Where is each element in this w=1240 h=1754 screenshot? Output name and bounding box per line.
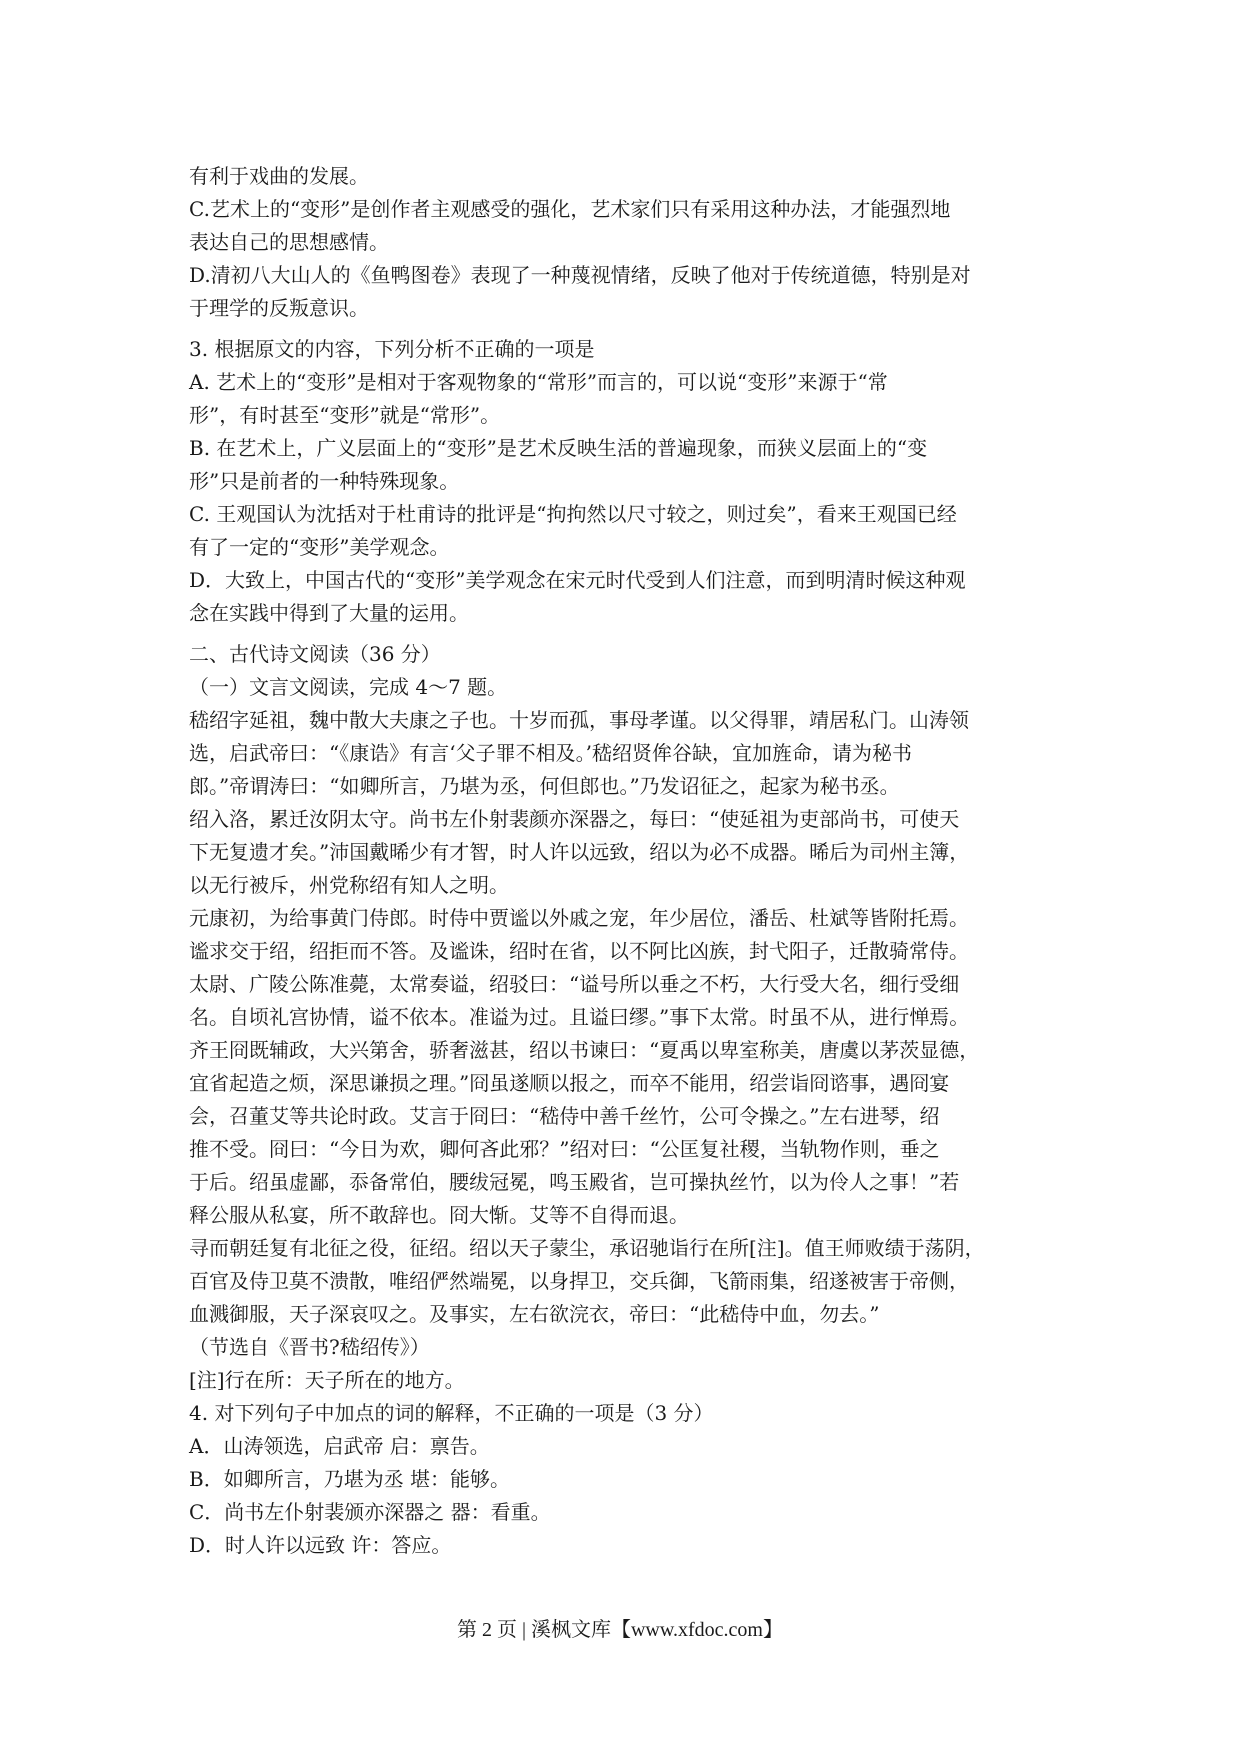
text-line: 形”，有时甚至“变形”就是“常形”。 [189, 403, 501, 427]
option-c-line: C. 王观国认为沈括对于杜甫诗的批评是“拘拘然以尺寸较之，则过矣”，看来王观国已经 [189, 502, 957, 526]
question-3-stem: 3. 根据原文的内容，下列分析不正确的一项是 [189, 337, 595, 361]
passage-line: 嵇绍字延祖，魏中散大夫康之子也。十岁而孤，事母孝谨。以父得罪，靖居私门。山涛领 [189, 708, 969, 732]
question-4-stem: 4. 对下列句子中加点的词的解释，不正确的一项是（3 分） [189, 1401, 714, 1425]
passage-line: 绍入洛，累迁汝阴太守。尚书左仆射裴颜亦深器之，每曰：“使延祖为吏部尚书，可使天 [189, 807, 960, 831]
option-d-line: D.清初八大山人的《鱼鸭图卷》表现了一种蔑视情绪，反映了他对于传统道德，特别是对 [189, 263, 971, 287]
question-3 [189, 333, 1069, 630]
passage-line: 于后。绍虽虚鄙，忝备常伯，腰绂冠冕，鸣玉殿省，岂可操执丝竹，以为伶人之事！”若 [189, 1170, 960, 1194]
text-line: 于理学的反叛意识。 [189, 296, 369, 320]
option-b-line: B. 在艺术上，广义层面上的“变形”是艺术反映生活的普遍现象，而狭义层面上的“变 [189, 436, 928, 460]
passage-line: 选，启武帝曰：“《康诰》有言‘父子罪不相及。’嵇绍贤侔谷缺，宜加旌命，请为秘书 [189, 741, 912, 765]
passage-line: 血溅御服，天子深哀叹之。及事实，左右欲浣衣，帝曰：“此嵇侍中血，勿去。” [189, 1302, 880, 1326]
passage-line: 郎。”帝谓涛曰：“如卿所言，乃堪为丞，何但郎也。”乃发诏征之，起家为秘书丞。 [189, 774, 900, 798]
passage-line: 名。自顷礼宫协情，谥不依本。准谥为过。且谥曰缪。”事下太常。时虽不从，进行惮焉。 [189, 1005, 970, 1029]
passage-source: （节选自《晋书?嵇绍传》） [189, 1335, 430, 1359]
passage-line: 以无行被斥，州党称绍有知人之明。 [189, 873, 509, 897]
passage-line: 太尉、广陵公陈准薨，太常奏谥，绍驳曰：“谥号所以垂之不朽，大行受大名，细行受细 [189, 972, 960, 996]
passage-line: 推不受。冏曰：“今日为欢，卿何吝此邪？”绍对曰：“公匡复社稷，当轨物作则，垂之 [189, 1137, 940, 1161]
passage-line: 宜省起造之烦，深思谦损之理。”冏虽遂顺以报之，而卒不能用，绍尝诣冏谘事，遇冏宴 [189, 1071, 950, 1095]
section-heading: 二、古代诗文阅读（36 分） [189, 642, 441, 666]
page-content [189, 160, 1069, 1562]
option-b-line: B．如卿所言，乃堪为丞 堪：能够。 [189, 1467, 511, 1491]
passage-note: [注]行在所：天子所在的地方。 [189, 1368, 465, 1392]
option-a-line: A．山涛领选，启武帝 启：禀告。 [189, 1434, 490, 1458]
passage-line: 元康初，为给事黄门侍郎。时侍中贾谧以外戚之宠，年少居位，潘岳、杜斌等皆附托焉。 [189, 906, 969, 930]
option-d-line: D．大致上，中国古代的“变形”美学观念在宋元时代受到人们注意，而到明清时候这种观 [189, 568, 966, 592]
passage-line: 释公服从私宴，所不敢辞也。冏大惭。艾等不自得而退。 [189, 1203, 689, 1227]
option-c-line: C.艺术上的“变形”是创作者主观感受的强化，艺术家们只有采用这种办法，才能强烈地 [189, 197, 951, 221]
section-ancient-reading [189, 638, 1069, 1562]
option-a-line: A. 艺术上的“变形”是相对于客观物象的“常形”而言的，可以说“变形”来源于“常 [189, 370, 888, 394]
text-line: 表达自己的思想感情。 [189, 230, 389, 254]
passage-line: 百官及侍卫莫不溃散，唯绍俨然端冕，以身捍卫，交兵御，飞箭雨集，绍遂被害于帝侧， [189, 1269, 969, 1293]
passage-line: 会，召董艾等共论时政。艾言于冏曰：“嵇侍中善千丝竹，公可令操之。”左右进琴，绍 [189, 1104, 940, 1128]
text-line: 有利于戏曲的发展。 [189, 164, 369, 188]
page-footer: 第 2 页 | 溪枫文库【www.xfdoc.com】 [456, 1619, 783, 1641]
subsection-heading: （一）文言文阅读，完成 4～7 题。 [189, 675, 508, 699]
option-c-line: C．尚书左仆射裴颁亦深器之 器：看重。 [189, 1500, 551, 1524]
passage-line: 谧求交于绍，绍拒而不答。及谧诛，绍时在省，以不阿比凶族，封弋阳子，迁散骑常侍。 [189, 939, 969, 963]
text-line: 有了一定的“变形”美学观念。 [189, 535, 450, 559]
passage-line: 齐王冏既辅政，大兴第舍，骄奢滋甚，绍以书谏曰：“夏禹以卑室称美，唐虞以茅茨显德， [189, 1038, 980, 1062]
question-2-tail [189, 160, 1069, 325]
text-line: 念在实践中得到了大量的运用。 [189, 601, 469, 625]
option-d-line: D．时人许以远致 许：答应。 [189, 1533, 452, 1557]
text-line: 形”只是前者的一种特殊现象。 [189, 469, 460, 493]
passage-line: 下无复遗才矣。”沛国戴晞少有才智，时人许以远致，绍以为必不成器。晞后为司州主簿， [189, 840, 970, 864]
passage-line: 寻而朝廷复有北征之役，征绍。绍以天子蒙尘，承诏驰诣行在所[注]。值王师败绩于荡阴， [189, 1236, 985, 1260]
